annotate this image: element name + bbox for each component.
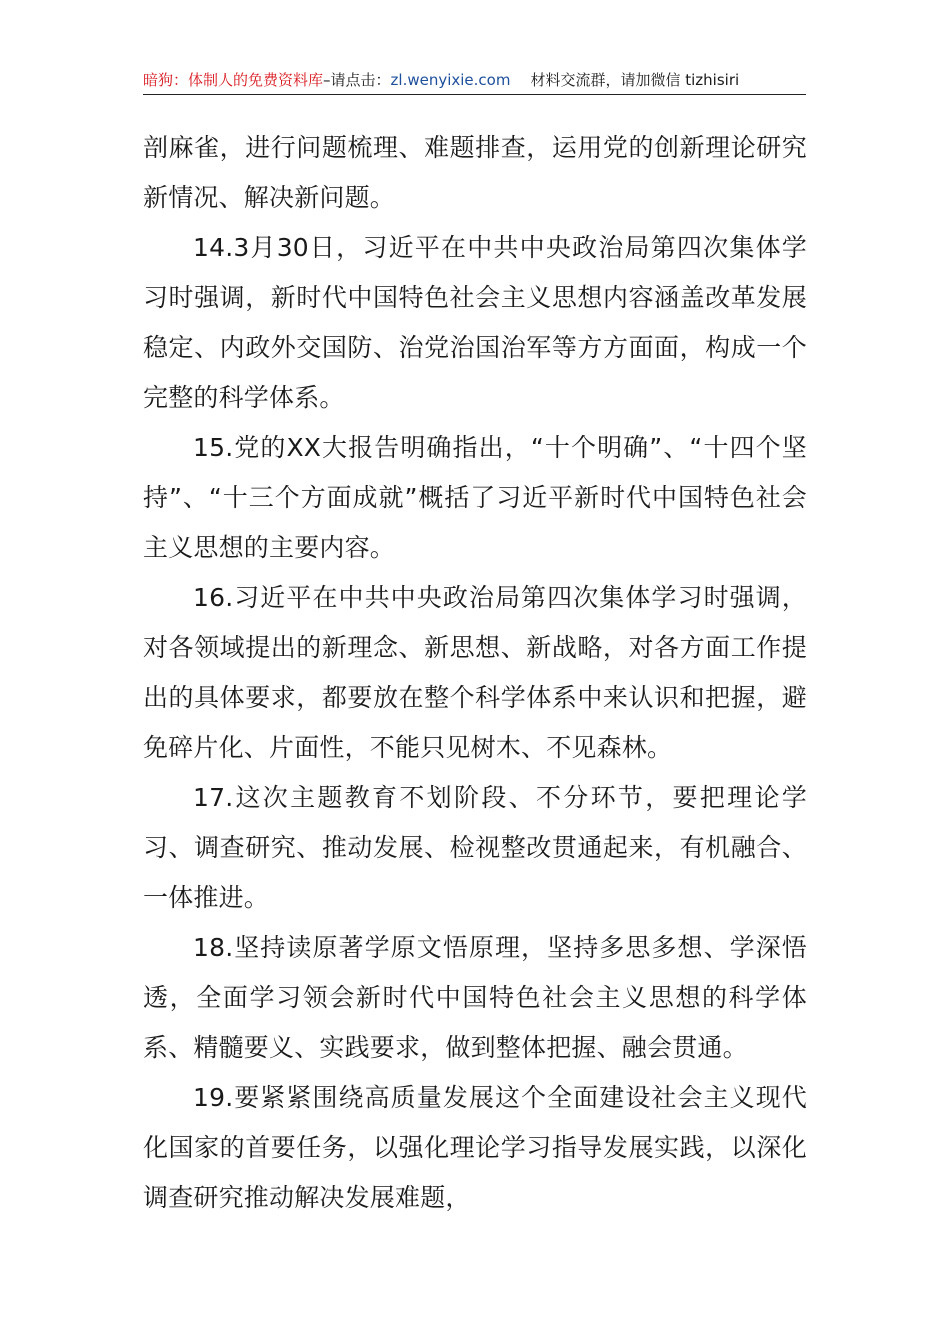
paragraph-16: 16.习近平在中共中央政治局第四次集体学习时强调，对各领域提出的新理念、新思想、新战略，对各方面工作提出的具体要求，都要放在整个科学体系中来认识和把握，避免碎片化、片面性，不能只见树木、不见森林。 — [143, 583, 807, 762]
page-header — [143, 68, 806, 95]
paragraph-19: 19.要紧紧围绕高质量发展这个全面建设社会主义现代化国家的首要任务，以强化理论学习指导发展实践，以深化调查研究推动解决发展难题， — [143, 1083, 807, 1212]
document-body — [143, 123, 807, 1223]
paragraph-continuation: 剖麻雀，进行问题梳理、难题排查，运用党的创新理论研究新情况、解决新问题。 — [143, 133, 807, 212]
site-url-link[interactable]: zl.wenyixie.com — [390, 71, 511, 89]
paragraph-15: 15.党的XX大报告明确指出，“十个明确”、“十四个坚持”、“十三个方面成就”概括了习近平新时代中国特色社会主义思想的主要内容。 — [143, 433, 807, 562]
paragraph-18: 18.坚持读原著学原文悟原理，坚持多思多想、学深悟透，全面学习领会新时代中国特色社会主义思想的科学体系、精髓要义、实践要求，做到整体把握、融会贯通。 — [143, 933, 807, 1062]
wechat-note: 材料交流群，请加微信 tizhisiri — [530, 71, 740, 89]
paragraph-17: 17.这次主题教育不划阶段、不分环节，要把理论学习、调查研究、推动发展、检视整改贯通起来，有机融合、一体推进。 — [143, 783, 807, 912]
site-name: 暗狗：体制人的免费资料库 — [143, 71, 324, 89]
click-prompt: –请点击： — [323, 71, 391, 89]
paragraph-14: 14.3月30日，习近平在中共中央政治局第四次集体学习时强调，新时代中国特色社会主义思想内容涵盖改革发展稳定、内政外交国防、治党治国治军等方方面面，构成一个完整的科学体系。 — [143, 233, 807, 412]
